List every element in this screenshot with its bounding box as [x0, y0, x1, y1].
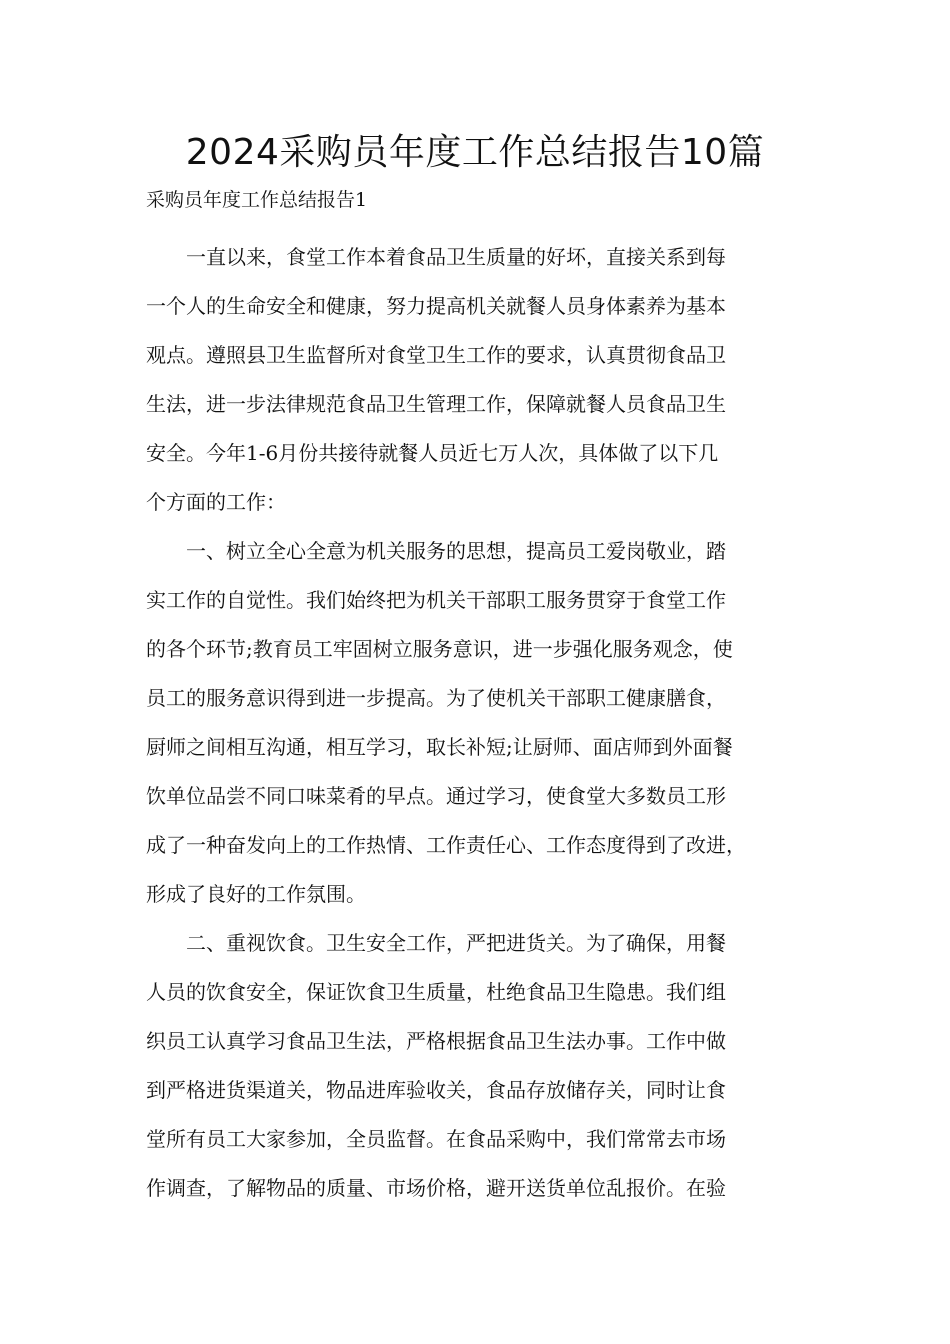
text-line: 员工的服务意识得到进一步提高。为了使机关干部职工健康膳食，	[146, 686, 726, 710]
text-line: 二、重视饮食。卫生安全工作，严把进货关。为了确保，用餐	[186, 931, 726, 955]
text-line: 形成了良好的工作氛围。	[146, 882, 366, 906]
text-line: 实工作的自觉性。我们始终把为机关干部职工服务贯穿于食堂工作	[146, 588, 726, 612]
text-line: 到严格进货渠道关，物品进库验收关，食品存放储存关，同时让食	[146, 1078, 726, 1102]
text-line: 一、树立全心全意为机关服务的思想，提高员工爱岗敬业，踏	[186, 539, 726, 563]
text-line: 生法，进一步法律规范食品卫生管理工作，保障就餐人员食品卫生	[146, 392, 726, 416]
paragraph-section-1	[146, 527, 826, 919]
text-line: 观点。遵照县卫生监督所对食堂卫生工作的要求，认真贯彻食品卫	[146, 343, 726, 367]
text-line: 成了一种奋发向上的工作热情、工作责任心、工作态度得到了改进，	[146, 833, 746, 857]
document-body	[146, 233, 826, 1213]
text-line: 个方面的工作：	[146, 490, 286, 514]
paragraph-section-2	[146, 919, 826, 1213]
text-line: 作调查，了解物品的质量、市场价格，避开送货单位乱报价。在验	[146, 1176, 726, 1200]
text-line: 饮单位品尝不同口味菜肴的早点。通过学习，使食堂大多数员工形	[146, 784, 726, 808]
paragraph-intro	[146, 233, 826, 527]
text-line: 一个人的生命安全和健康，努力提高机关就餐人员身体素养为基本	[146, 294, 726, 318]
text-line: 织员工认真学习食品卫生法，严格根据食品卫生法办事。工作中做	[146, 1029, 726, 1053]
text-line: 厨师之间相互沟通，相互学习，取长补短;让厨师、面店师到外面餐	[146, 735, 733, 759]
text-line: 堂所有员工大家参加，全员监督。在食品采购中，我们常常去市场	[146, 1127, 726, 1151]
text-line: 安全。今年1-6月份共接待就餐人员近七万人次，具体做了以下几	[146, 441, 719, 465]
section-subtitle: 采购员年度工作总结报告1	[146, 189, 368, 211]
text-line: 一直以来，食堂工作本着食品卫生质量的好坏，直接关系到每	[186, 245, 726, 269]
text-line: 的各个环节;教育员工牢固树立服务意识，进一步强化服务观念，使	[146, 637, 733, 661]
document-title: 2024采购员年度工作总结报告10篇	[185, 132, 765, 173]
text-line: 人员的饮食安全，保证饮食卫生质量，杜绝食品卫生隐患。我们组	[146, 980, 726, 1004]
